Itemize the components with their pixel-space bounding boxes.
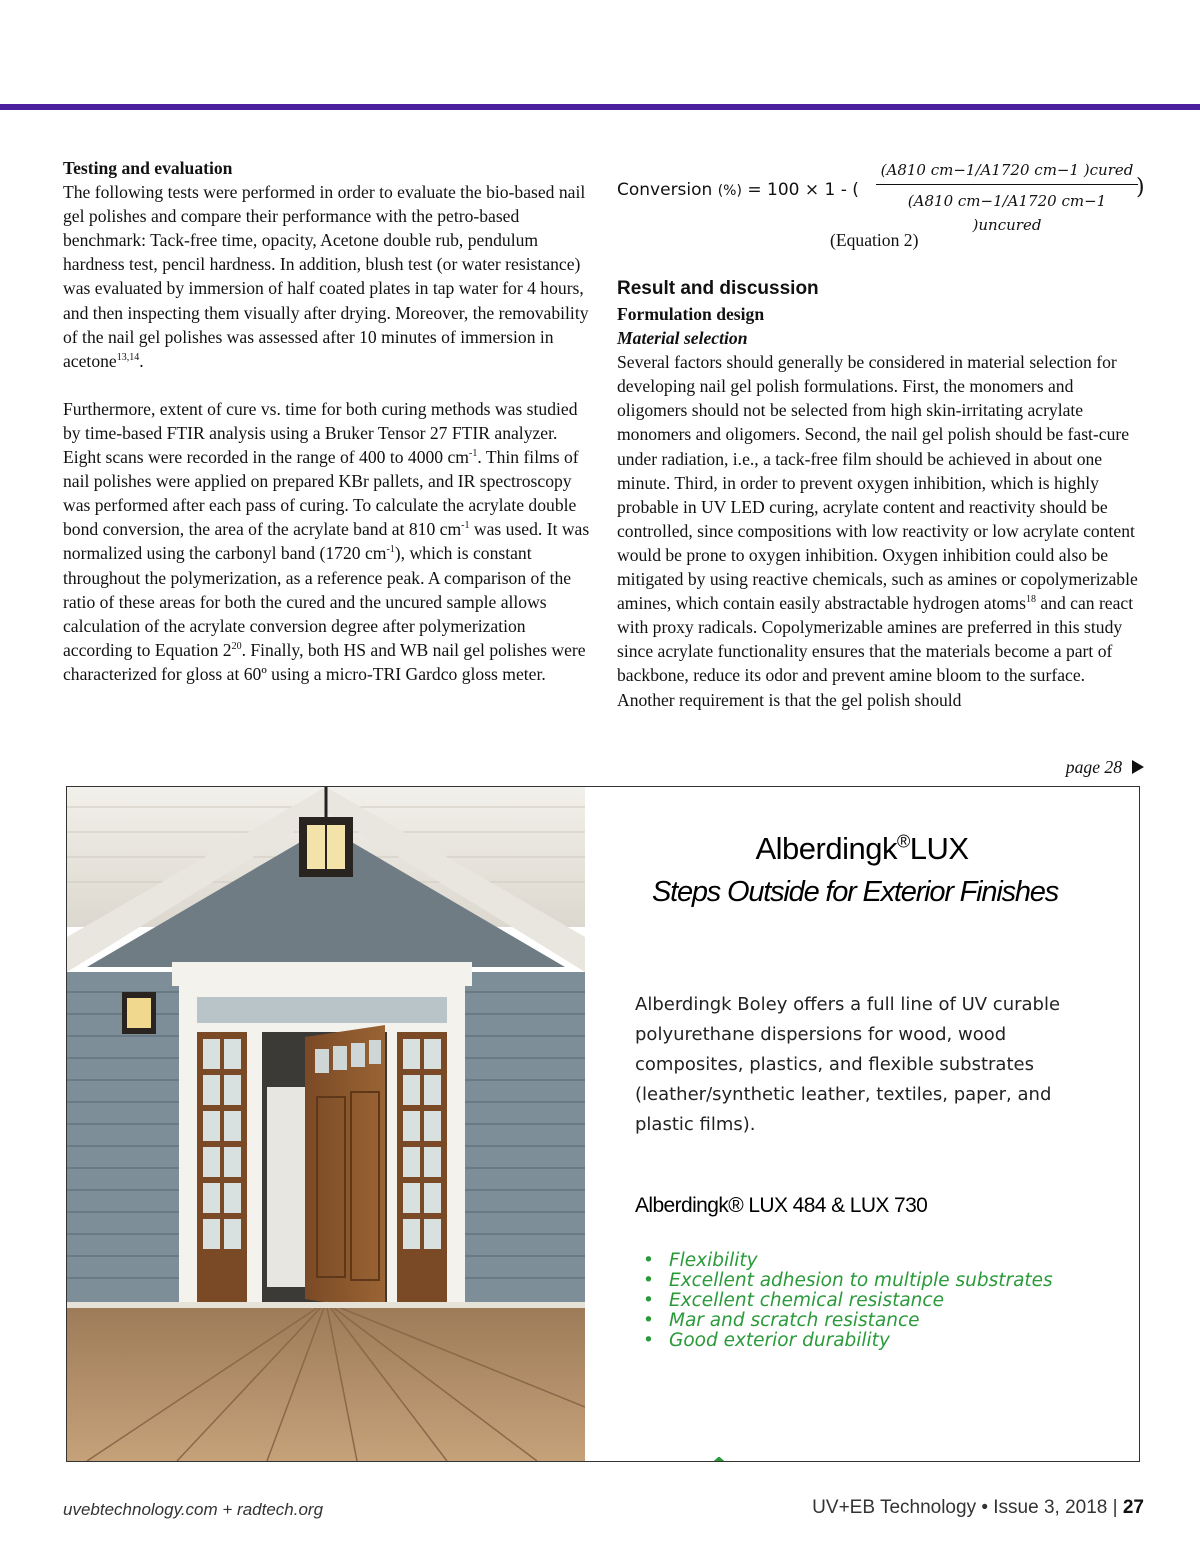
paragraph-material-selection: Several factors should generally be considered in material selection for developing nail gel polish formulations. First, the monomers and oligomers should not be selected from high skin-irritating acrylate monomers and oligomers. Second, the nail gel polish should be fast-cure under radiation, i.e., a tack-free film should be achieved in about one minute. Third, in order to prevent oxygen inhibition, which is highly probable in UV LED curing, acrylate content and reactivity should be controlled, since compositions with low reactivity or low acrylate content would be prone to oxygen inhibition. Oxygen inhibition could also be mitigated by using reactive chemicals, such as amines or copolymerizable amines, which contain easily abstractable hydrogen atoms$^{18}$ and can react with proxy radicals. Copolymerizable amines are preferred in this study since acrylate functionality ensures that the materials become a part of backbone, reduce its odor and prevent amine bloom to the surface. Another requirement is that the gel polish should <box>617 352 1138 710</box>
footer-issue: UV+EB Technology • Issue 3, 2018 | 27 <box>812 1497 1144 1518</box>
ad-copy <box>585 787 1139 1461</box>
continued-link[interactable]: page 28 <box>1066 757 1144 778</box>
list-item: • Flexibility <box>643 1250 758 1271</box>
citation: 13,14 <box>116 351 140 363</box>
right-column <box>617 156 1145 712</box>
equation-fraction <box>872 156 1142 237</box>
paragraph-testing: The following tests were performed in order to evaluate the bio-based nail gel polishes and compare their performance with the petro-based benchmark: Tack-free time, opacity, Acetone double rub, pendulum hardness test, pencil hardness. In addition, blush test (or water resistance) was evaluated by immersion of half coated plates in tap water for 4 hours, and then inspecting them visually after drying. Moreover, the removability of the nail gel polishes was assessed after 10 minutes of immersion in acetone$^{13,14}$. <box>63 182 589 371</box>
ad-body: Alberdingk Boley offers a full line of UV curable polyurethane dispersions for wood, wood composites, plastics, and flexible substrates (leather/synthetic leather, textiles, paper, and plastic films). <box>635 994 1061 1135</box>
arrow-right-icon <box>1132 760 1144 774</box>
section-heading-results: Result and discussion <box>617 278 819 299</box>
footer-websites: uvebtechnology.com + radtech.org <box>63 1500 324 1519</box>
alberdingk-leaf-logo-icon <box>697 1457 741 1462</box>
subsection-heading: Formulation design <box>617 304 765 324</box>
list-item: • Excellent chemical resistance <box>643 1290 944 1311</box>
equation-2: Conversion (%) = 100 × 1 - ( (A810 cm−1/A1720 cm−1 )cured (A810 cm−1/A1720 cm−1 )uncured ) (Equation 2) <box>617 156 1142 252</box>
header-rule <box>0 104 1200 110</box>
page-number: 27 <box>1122 1497 1144 1518</box>
section-heading-testing: Testing and evaluation <box>63 158 233 178</box>
citation: 18 <box>1025 594 1036 606</box>
porch-door-photo <box>67 787 585 1461</box>
list-item: • Mar and scratch resistance <box>643 1310 920 1331</box>
ad-product-name: Alberdingk® LUX 484 & LUX 730 <box>635 1194 928 1217</box>
list-item: • Excellent adhesion to multiple substrates <box>643 1270 1053 1291</box>
citation: 20 <box>231 640 242 652</box>
equation-number: (Equation 2) <box>830 230 919 250</box>
ad-title: Alberdingk®LUX <box>755 831 969 866</box>
left-column <box>63 156 593 686</box>
brand-name <box>749 1461 997 1462</box>
advertisement[interactable] <box>66 786 1140 1462</box>
list-item: • Good exterior durability <box>643 1330 890 1351</box>
equation-denominator: (A810 cm−1/A1720 cm−1 )uncured <box>907 192 1107 235</box>
equation-numerator: (A810 cm−1/A1720 cm−1 )cured <box>880 161 1134 179</box>
feature-list <box>635 1251 1053 1351</box>
subsubsection-heading: Material selection <box>617 328 748 349</box>
equation-label: Conversion <box>617 180 713 200</box>
paragraph-ftir: Furthermore, extent of cure vs. time for both curing methods was studied by time-based FTIR analysis using a Bruker Tensor 27 FTIR analyzer. Eight scans were recorded in the range of 400 to 4000 $cm^{-1}$. Thin films of nail polishes were applied on prepared KBr pallets, and IR spectroscopy was performed after each pass of curing. To calculate the acrylate double bond conversion, the area of the acrylate band at 810 $cm^{-1}$ was used. It was normalized using the carbonyl band (1720 $cm^{-1}$), which is constant throughout the polymerization, as a reference peak. A comparison of the ratio of these areas for both the cured and the uncured sample allows calculation of the acrylate conversion degree after polymerization according to Equation $2^{20}$. Finally, both HS and WB nail gel polishes were characterized for gloss at 60º using a micro-TRI Gardco gloss meter. <box>63 398 590 684</box>
ad-subtitle: Steps Outside for Exterior Finishes <box>651 876 1059 908</box>
